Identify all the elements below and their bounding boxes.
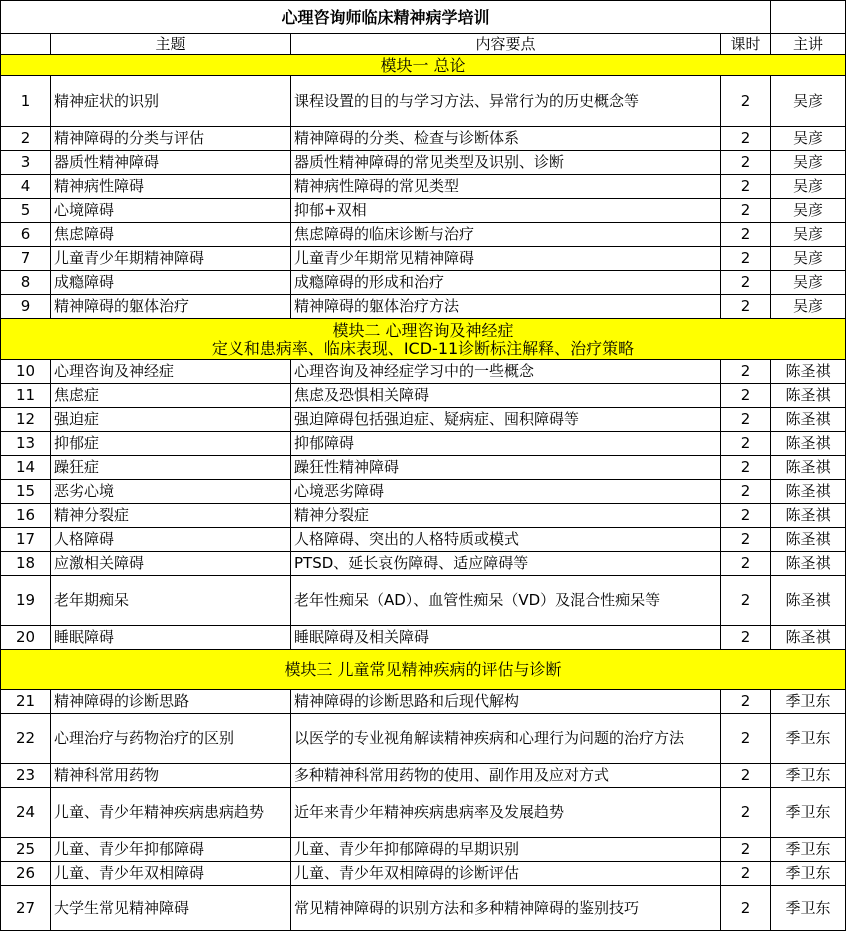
row-topic: 成瘾障碍 — [51, 271, 291, 295]
row-number: 10 — [1, 360, 51, 384]
header-topic: 主题 — [51, 34, 291, 55]
row-number: 24 — [1, 788, 51, 838]
module-title: 模块二 心理咨询及神经症 — [332, 321, 514, 340]
row-number: 9 — [1, 295, 51, 319]
row-hours: 2 — [721, 576, 771, 626]
row-hours: 2 — [721, 886, 771, 931]
table-row — [1, 788, 846, 838]
table-row — [1, 295, 846, 319]
row-hours: 2 — [721, 504, 771, 528]
row-lecturer: 陈圣祺 — [771, 360, 846, 384]
row-topic: 躁狂症 — [51, 456, 291, 480]
row-hours: 2 — [721, 271, 771, 295]
row-lecturer: 季卫东 — [771, 714, 846, 764]
row-topic: 儿童、青少年精神疾病患病趋势 — [51, 788, 291, 838]
row-content: 近年来青少年精神疾病患病率及发展趋势 — [291, 788, 721, 838]
module-row — [1, 650, 846, 690]
table-row — [1, 76, 846, 127]
row-topic: 大学生常见精神障碍 — [51, 886, 291, 931]
row-hours: 2 — [721, 764, 771, 788]
table-title: 心理咨询师临床精神病学培训 — [1, 1, 771, 34]
header-hours: 课时 — [721, 34, 771, 55]
row-lecturer: 陈圣祺 — [771, 576, 846, 626]
row-lecturer: 陈圣祺 — [771, 408, 846, 432]
row-content: 老年性痴呆（AD）、血管性痴呆（VD）及混合性痴呆等 — [291, 576, 721, 626]
row-lecturer: 陈圣祺 — [771, 626, 846, 650]
table-row — [1, 151, 846, 175]
row-number: 25 — [1, 838, 51, 862]
table-row — [1, 223, 846, 247]
header-lecturer: 主讲 — [771, 34, 846, 55]
header-number — [1, 34, 51, 55]
module-title: 模块三 儿童常见精神疾病的评估与诊断 — [1, 650, 846, 690]
row-content: 成瘾障碍的形成和治疗 — [291, 271, 721, 295]
row-content: 多种精神科常用药物的使用、副作用及应对方式 — [291, 764, 721, 788]
table-row — [1, 456, 846, 480]
table-row — [1, 432, 846, 456]
table-row — [1, 626, 846, 650]
row-content: 焦虑及恐惧相关障碍 — [291, 384, 721, 408]
row-number: 23 — [1, 764, 51, 788]
table-row — [1, 886, 846, 931]
row-content: 课程设置的目的与学习方法、异常行为的历史概念等 — [291, 76, 721, 127]
row-topic: 器质性精神障碍 — [51, 151, 291, 175]
row-content: 心境恶劣障碍 — [291, 480, 721, 504]
row-hours: 2 — [721, 862, 771, 886]
row-hours: 2 — [721, 223, 771, 247]
row-topic: 强迫症 — [51, 408, 291, 432]
table-row — [1, 247, 846, 271]
row-hours: 2 — [721, 408, 771, 432]
row-lecturer: 季卫东 — [771, 838, 846, 862]
table-row — [1, 384, 846, 408]
row-topic: 焦虑症 — [51, 384, 291, 408]
row-hours: 2 — [721, 788, 771, 838]
row-lecturer: 吴彦 — [771, 247, 846, 271]
row-lecturer: 吴彦 — [771, 271, 846, 295]
module-subtitle: 定义和患病率、临床表现、ICD-11诊断标注解释、治疗策略 — [211, 339, 635, 358]
row-number: 5 — [1, 199, 51, 223]
row-lecturer: 吴彦 — [771, 295, 846, 319]
title-row — [1, 1, 846, 34]
row-number: 16 — [1, 504, 51, 528]
row-lecturer: 季卫东 — [771, 886, 846, 931]
row-content: 儿童、青少年双相障碍的诊断评估 — [291, 862, 721, 886]
row-topic: 焦虑障碍 — [51, 223, 291, 247]
row-content: 焦虑障碍的临床诊断与治疗 — [291, 223, 721, 247]
row-hours: 2 — [721, 480, 771, 504]
row-number: 22 — [1, 714, 51, 764]
row-number: 7 — [1, 247, 51, 271]
row-number: 21 — [1, 690, 51, 714]
module-cell — [1, 319, 846, 360]
module-row — [1, 319, 846, 360]
row-number: 3 — [1, 151, 51, 175]
row-topic: 精神科常用药物 — [51, 764, 291, 788]
row-lecturer: 季卫东 — [771, 764, 846, 788]
table-row — [1, 552, 846, 576]
row-hours: 2 — [721, 151, 771, 175]
row-lecturer: 陈圣祺 — [771, 480, 846, 504]
table-row — [1, 360, 846, 384]
row-hours: 2 — [721, 432, 771, 456]
row-number: 1 — [1, 76, 51, 127]
table-row — [1, 690, 846, 714]
row-hours: 2 — [721, 295, 771, 319]
row-lecturer: 陈圣祺 — [771, 456, 846, 480]
row-lecturer: 吴彦 — [771, 127, 846, 151]
table-row — [1, 576, 846, 626]
row-content: 精神障碍的躯体治疗方法 — [291, 295, 721, 319]
row-topic: 抑郁症 — [51, 432, 291, 456]
row-content: 以医学的专业视角解读精神疾病和心理行为问题的治疗方法 — [291, 714, 721, 764]
row-number: 12 — [1, 408, 51, 432]
row-hours: 2 — [721, 552, 771, 576]
row-number: 6 — [1, 223, 51, 247]
row-topic: 老年期痴呆 — [51, 576, 291, 626]
row-topic: 恶劣心境 — [51, 480, 291, 504]
row-content: 精神障碍的诊断思路和后现代解构 — [291, 690, 721, 714]
row-number: 4 — [1, 175, 51, 199]
row-topic: 睡眠障碍 — [51, 626, 291, 650]
row-content: 精神障碍的分类、检查与诊断体系 — [291, 127, 721, 151]
row-topic: 人格障碍 — [51, 528, 291, 552]
row-content: 精神分裂症 — [291, 504, 721, 528]
row-hours: 2 — [721, 714, 771, 764]
row-number: 19 — [1, 576, 51, 626]
row-topic: 心理咨询及神经症 — [51, 360, 291, 384]
row-topic: 儿童、青少年抑郁障碍 — [51, 838, 291, 862]
table-row — [1, 408, 846, 432]
row-lecturer: 吴彦 — [771, 199, 846, 223]
table-row — [1, 862, 846, 886]
row-content: 儿童青少年期常见精神障碍 — [291, 247, 721, 271]
row-content: PTSD、延长哀伤障碍、适应障碍等 — [291, 552, 721, 576]
row-number: 2 — [1, 127, 51, 151]
title-blank-cell — [771, 1, 846, 34]
row-hours: 2 — [721, 199, 771, 223]
table-row — [1, 199, 846, 223]
row-number: 15 — [1, 480, 51, 504]
row-content: 心理咨询及神经症学习中的一些概念 — [291, 360, 721, 384]
module-title: 模块一 总论 — [1, 55, 846, 76]
row-topic: 心理治疗与药物治疗的区别 — [51, 714, 291, 764]
table-row — [1, 480, 846, 504]
row-content: 抑郁+双相 — [291, 199, 721, 223]
table-row — [1, 764, 846, 788]
row-content: 精神病性障碍的常见类型 — [291, 175, 721, 199]
row-number: 27 — [1, 886, 51, 931]
row-number: 8 — [1, 271, 51, 295]
row-content: 躁狂性精神障碍 — [291, 456, 721, 480]
row-lecturer: 吴彦 — [771, 151, 846, 175]
module-row — [1, 55, 846, 76]
header-row — [1, 34, 846, 55]
row-hours: 2 — [721, 247, 771, 271]
row-lecturer: 季卫东 — [771, 690, 846, 714]
row-lecturer: 吴彦 — [771, 223, 846, 247]
row-hours: 2 — [721, 76, 771, 127]
row-number: 11 — [1, 384, 51, 408]
row-topic: 心境障碍 — [51, 199, 291, 223]
row-lecturer: 吴彦 — [771, 76, 846, 127]
row-content: 器质性精神障碍的常见类型及识别、诊断 — [291, 151, 721, 175]
table-row — [1, 271, 846, 295]
row-hours: 2 — [721, 384, 771, 408]
row-topic: 应激相关障碍 — [51, 552, 291, 576]
row-lecturer: 吴彦 — [771, 175, 846, 199]
row-topic: 精神分裂症 — [51, 504, 291, 528]
table-row — [1, 838, 846, 862]
row-hours: 2 — [721, 690, 771, 714]
table-row — [1, 504, 846, 528]
row-number: 18 — [1, 552, 51, 576]
row-number: 13 — [1, 432, 51, 456]
header-content: 内容要点 — [291, 34, 721, 55]
row-lecturer: 陈圣祺 — [771, 384, 846, 408]
table-row — [1, 127, 846, 151]
row-content: 儿童、青少年抑郁障碍的早期识别 — [291, 838, 721, 862]
row-lecturer: 陈圣祺 — [771, 528, 846, 552]
row-content: 强迫障碍包括强迫症、疑病症、囤积障碍等 — [291, 408, 721, 432]
row-topic: 儿童青少年期精神障碍 — [51, 247, 291, 271]
row-topic: 精神症状的识别 — [51, 76, 291, 127]
row-topic: 精神障碍的躯体治疗 — [51, 295, 291, 319]
row-number: 17 — [1, 528, 51, 552]
row-hours: 2 — [721, 626, 771, 650]
row-content: 抑郁障碍 — [291, 432, 721, 456]
row-hours: 2 — [721, 528, 771, 552]
row-lecturer: 陈圣祺 — [771, 552, 846, 576]
table-row — [1, 175, 846, 199]
row-content: 人格障碍、突出的人格特质或模式 — [291, 528, 721, 552]
table-row — [1, 528, 846, 552]
row-hours: 2 — [721, 127, 771, 151]
row-number: 20 — [1, 626, 51, 650]
row-number: 14 — [1, 456, 51, 480]
row-number: 26 — [1, 862, 51, 886]
row-lecturer: 陈圣祺 — [771, 432, 846, 456]
row-lecturer: 季卫东 — [771, 862, 846, 886]
row-topic: 儿童、青少年双相障碍 — [51, 862, 291, 886]
row-hours: 2 — [721, 175, 771, 199]
row-topic: 精神障碍的分类与评估 — [51, 127, 291, 151]
row-topic: 精神病性障碍 — [51, 175, 291, 199]
row-hours: 2 — [721, 360, 771, 384]
row-lecturer: 季卫东 — [771, 788, 846, 838]
row-hours: 2 — [721, 838, 771, 862]
table-row — [1, 714, 846, 764]
row-lecturer: 陈圣祺 — [771, 504, 846, 528]
row-hours: 2 — [721, 456, 771, 480]
row-content: 常见精神障碍的识别方法和多种精神障碍的鉴别技巧 — [291, 886, 721, 931]
row-content: 睡眠障碍及相关障碍 — [291, 626, 721, 650]
row-topic: 精神障碍的诊断思路 — [51, 690, 291, 714]
